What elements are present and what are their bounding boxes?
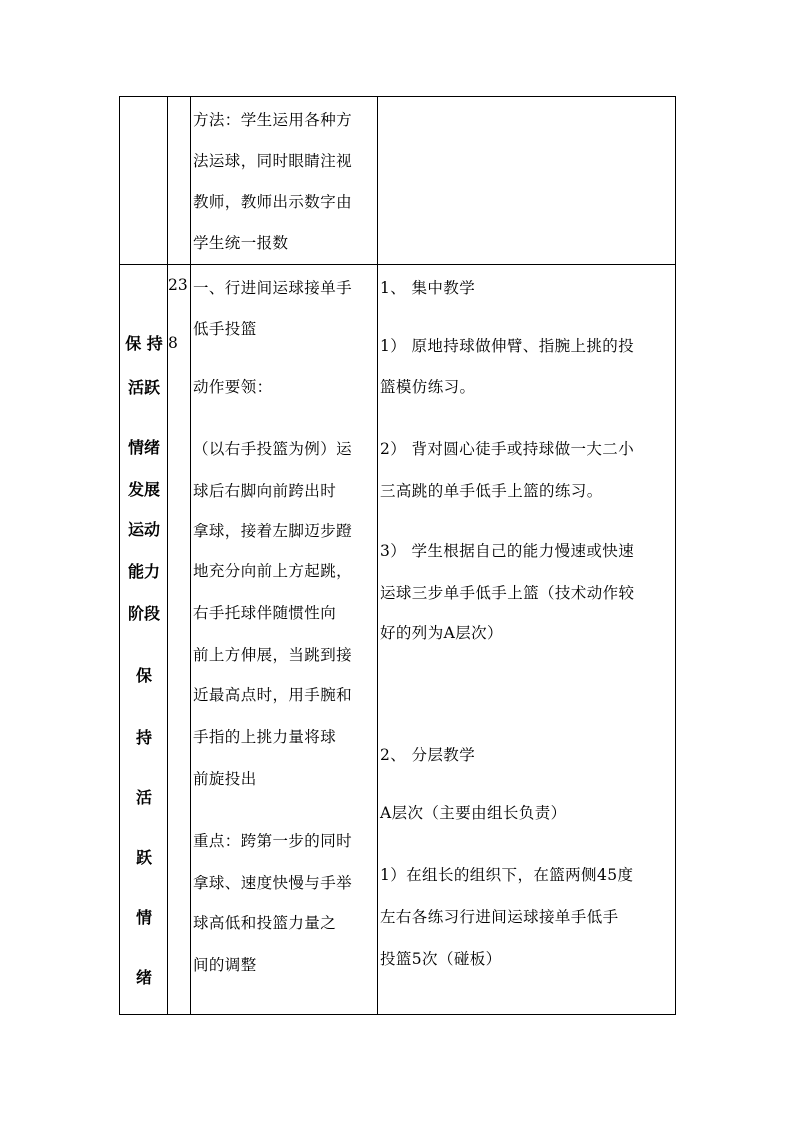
content-line: 重点：跨第一步的同时: [193, 832, 353, 850]
time-cell: [168, 265, 191, 1015]
method-line: 方法：学生运用各种方: [193, 111, 353, 129]
content-line: 前旋投出: [193, 770, 257, 788]
method-line: 法运球，同时眼睛注视: [193, 152, 353, 170]
time-line: 23: [168, 276, 188, 294]
organization-line: 2、 分层教学: [380, 746, 476, 764]
goal-line: 活跃: [127, 378, 160, 397]
content-cell: [191, 265, 378, 1015]
goal-line: 持: [135, 728, 152, 747]
goal-line: 运动: [127, 520, 160, 539]
goal-line: 跃: [135, 848, 152, 867]
content-line: 一、行进间运球接单手: [193, 279, 353, 297]
goal-line: 保: [135, 666, 152, 685]
goal-line: 保 持: [125, 334, 163, 353]
organization-line: 三高跳的单手低手上篮的练习。: [380, 482, 603, 500]
goal-line: 活: [135, 788, 152, 807]
goal-cell: [120, 265, 168, 1015]
content-line: 球后右脚向前跨出时: [193, 482, 337, 500]
goal-line: 能力: [127, 562, 160, 581]
content-line: 右手托球伴随惯性向: [193, 604, 337, 622]
organization-line: 2） 背对圆心徒手或持球做一大二小: [380, 440, 635, 458]
method-line: 教师，教师出示数字由: [193, 193, 353, 211]
top-row-content-cell: [191, 97, 378, 265]
organization-line: 1） 原地持球做伸臂、指腕上挑的投: [380, 337, 635, 355]
method-line: 学生统一报数: [193, 234, 289, 252]
content-line: 地充分向前上方起跳，: [193, 562, 353, 580]
organization-line: 好的列为A层次）: [380, 624, 503, 642]
top-row-time-cell: [168, 97, 191, 265]
organization-line: 篮模仿练习。: [380, 378, 476, 396]
time-line: 8: [168, 334, 178, 352]
top-row-organization-cell: [378, 97, 676, 265]
content-line: 手指的上挑力量将球: [193, 728, 337, 746]
content-line: （以右手投篮为例）运: [193, 440, 353, 458]
organization-line: 3） 学生根据自己的能力慢速或快速: [380, 542, 635, 560]
content-line: 近最高点时，用手腕和: [193, 686, 353, 704]
content-line: 低手投篮: [193, 320, 257, 338]
goal-line: 绪: [135, 968, 152, 987]
organization-line: 左右各练习行进间运球接单手低手: [380, 908, 619, 926]
organization-line: 1）在组长的组织下，在篮两侧45度: [380, 866, 634, 884]
top-row-goal-cell: [120, 97, 168, 265]
goal-line: 发展: [127, 480, 160, 499]
organization-line: 投篮5次（碰板）: [380, 950, 502, 968]
organization-line: 运球三步单手低手上篮（技术动作较: [380, 584, 635, 602]
goal-line: 情: [135, 908, 152, 927]
lesson-plan-table: [119, 96, 676, 1015]
organization-cell: [378, 265, 676, 1015]
organization-line: 1、 集中教学: [380, 279, 476, 297]
content-line: 拿球，接着左脚迈步蹬: [193, 522, 353, 540]
organization-line: A层次（主要由组长负责）: [380, 804, 567, 822]
content-line: 拿球、速度快慢与手举: [193, 874, 353, 892]
content-line: 前上方伸展，当跳到接: [193, 646, 353, 664]
content-line: 动作要领：: [193, 378, 273, 396]
goal-line: 情绪: [127, 438, 160, 457]
content-line: 间的调整: [193, 956, 257, 974]
goal-line: 阶段: [127, 604, 160, 623]
content-line: 球高低和投篮力量之: [193, 914, 337, 932]
